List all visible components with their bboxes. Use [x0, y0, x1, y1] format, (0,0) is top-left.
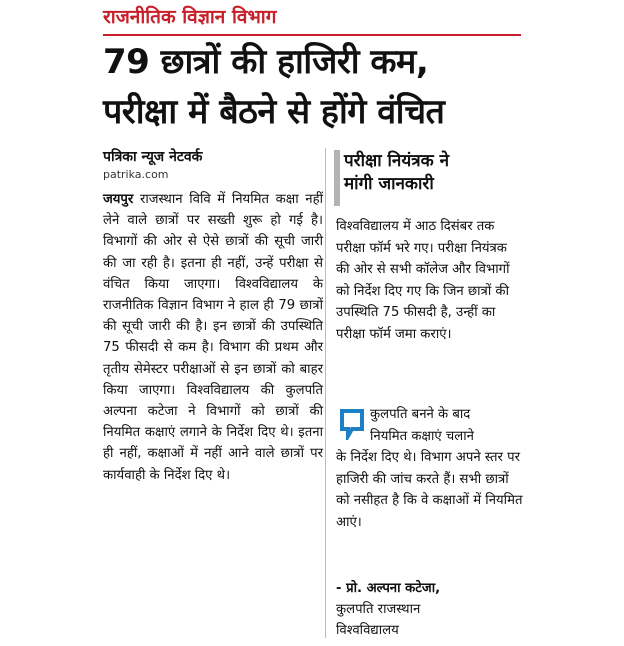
column-divider — [325, 148, 326, 638]
sidebar-body — [336, 216, 524, 345]
quote-attribution — [336, 578, 524, 641]
byline: पत्रिका न्यूज नेटवर्क — [103, 149, 203, 165]
quote-line-1: कुलपति बनने के बाद — [370, 407, 471, 422]
headline-line-2: परीक्षा में बैठने से होंगे वंचित — [103, 92, 445, 132]
article-text: राजस्थान विवि में नियमित कक्षा नहीं लेने वाले छात्रों पर सख्ती शुरू हो गई है। विभागों की ओर से ऐसे छात्रों की सूची जारी की जा रही है। इतना ही नहीं, उन्हें परीक्षा से वंचित किया जाएगा। विश्वविद्यालय के राजनीतिक विज्ञान विभाग ने हाल ही 79 छात्रों की सूची जारी की है। इन छात्रों की उपस्थिति 75 फीसदी से कम है। विभाग की प्रथम और तृतीय सेमेस्टर परीक्षाओं से इन छात्रों को बाहर किया जाएगा। विश्वविद्यालय की कुलपति अल्पना कटेजा ने विभागों को छात्रों की नियमित कक्षाएं लगाने के निर्देश दिए थे। इतना ही नहीं, कक्षाओं में नहीं आने वाले छात्रों पर कार्यवाही के निर्देश दिए थे। — [103, 192, 323, 483]
quote-speaker: - प्रो. अल्पना कटेजा, — [336, 581, 441, 596]
byline-site: patrika.com — [103, 168, 169, 181]
article-paragraph — [103, 189, 323, 486]
quote-role-line-1: कुलपति राजस्थान — [336, 602, 421, 617]
quote-line-2: नियमित कक्षाएं चलाने — [370, 428, 474, 444]
dateline: जयपुर — [103, 192, 134, 207]
quote-block — [336, 404, 524, 533]
sidebar-heading — [344, 150, 524, 196]
quote-role-line-2: विश्वविद्यालय — [336, 623, 399, 638]
sidebar-paragraph: विश्वविद्यालय में आठ दिसंबर तक परीक्षा फॉर्म भरे गए। परीक्षा नियंत्रक की ओर से सभी कॉलेज और विभागों को निर्देश दिए गए कि जिन छात्रों की उपस्थिति 75 फीसदी है, उन्हीं का परीक्षा फॉर्म जमा कराएं। — [336, 219, 510, 342]
sidebar-heading-line-2: मांगी जानकारी — [344, 174, 434, 194]
quote-line-3: के निर्देश दिए थे। विभाग अपने स्तर पर हाजिरी की जांच करते हैं। सभी छात्रों को नसीहत है कि वे कक्षाओं में नियमित आएं। — [336, 450, 523, 530]
headline-line-1: 79 छात्रों की हाजिरी कम, — [103, 42, 429, 82]
sidebar-heading-bar — [334, 150, 340, 206]
sidebar-heading-line-1: परीक्षा नियंत्रक ने — [344, 151, 450, 171]
section-label: राजनीतिक विज्ञान विभाग — [103, 6, 277, 28]
section-rule — [103, 34, 521, 36]
article-body — [103, 189, 323, 486]
